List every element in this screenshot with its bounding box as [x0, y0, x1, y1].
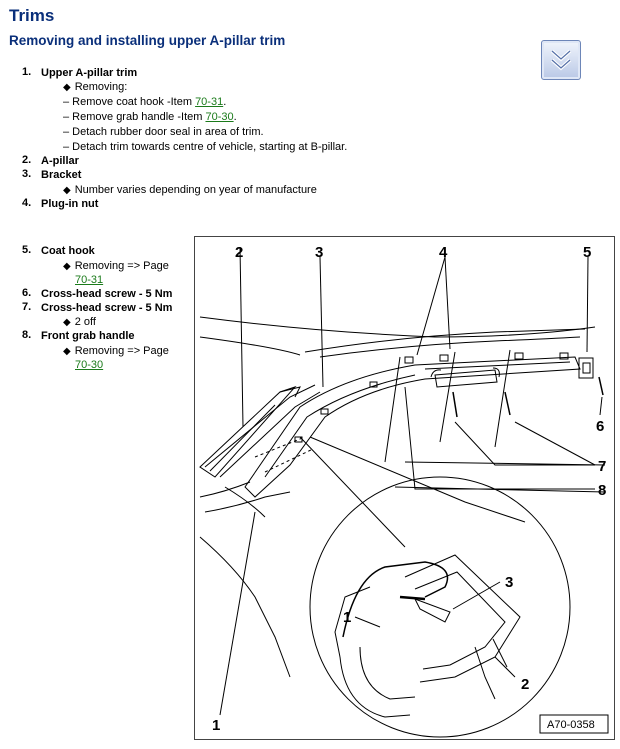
diamond-bullet-icon: ◆: [63, 185, 71, 196]
callout-6: 6: [596, 418, 605, 435]
item-label-front-grab-handle: Front grab handle: [41, 330, 135, 342]
item-label-bracket: Bracket: [41, 169, 82, 181]
item-label-plug-in-nut: Plug-in nut: [41, 198, 99, 210]
detail-callout-2: 2: [521, 676, 530, 693]
detail-callout-1: 1: [343, 609, 352, 626]
exploded-view-figure: [194, 236, 615, 740]
coat-hook-note: ◆ Removing => Page: [63, 260, 169, 272]
link-70-30[interactable]: 70-30: [205, 111, 234, 123]
screw-count-note: ◆ 2 off: [63, 316, 96, 328]
grab-handle-link-line: [75, 358, 103, 372]
detail-callout-3: 3: [505, 574, 514, 591]
figure-id: A70-0358: [547, 719, 595, 731]
step-detach-trim: – Detach trim towards centre of vehicle, starting at B-pillar.: [63, 141, 348, 153]
double-chevron-down-icon: [549, 48, 573, 72]
item-number: 2.: [22, 154, 32, 166]
diamond-bullet-icon: ◆: [63, 82, 71, 93]
link-70-30[interactable]: 70-30: [75, 359, 104, 371]
item-number: 5.: [22, 244, 32, 256]
diamond-bullet-icon: ◆: [63, 261, 71, 272]
item-number: 6.: [22, 287, 32, 299]
callout-5: 5: [583, 244, 592, 261]
a-pillar-trim-illustration: [195, 237, 614, 739]
callout-1: 1: [212, 717, 221, 734]
item-label-a-pillar: A-pillar: [41, 155, 79, 167]
diamond-bullet-icon: ◆: [63, 317, 71, 328]
bracket-note: ◆ Number varies depending on year of manufacture: [63, 184, 317, 196]
callout-8: 8: [598, 482, 607, 499]
callout-7: 7: [598, 458, 607, 475]
item-number: 7.: [22, 301, 32, 313]
step-remove-grab-handle: – Remove grab handle -Item 70-30.: [63, 111, 237, 123]
item-number: 8.: [22, 329, 32, 341]
removing-note: ◆ Removing:: [63, 81, 128, 93]
callout-3: 3: [315, 244, 324, 261]
item-number: 4.: [22, 197, 32, 209]
item-label-cross-head-screw: Cross-head screw - 5 Nm: [41, 288, 173, 300]
step-detach-rubber-seal: – Detach rubber door seal in area of trim.: [63, 126, 264, 138]
callout-4: 4: [439, 244, 448, 261]
item-number: 1.: [22, 66, 32, 78]
item-label-upper-a-pillar-trim: Upper A-pillar trim: [41, 67, 138, 79]
item-number: 3.: [22, 168, 32, 180]
item-label-coat-hook: Coat hook: [41, 245, 95, 257]
page-subtitle: Removing and installing upper A-pillar trim: [9, 33, 286, 48]
link-70-31[interactable]: 70-31: [195, 96, 224, 108]
callout-2: 2: [235, 244, 244, 261]
page-navigation-button[interactable]: [541, 40, 581, 80]
item-label-cross-head-screw-2: Cross-head screw - 5 Nm: [41, 302, 173, 314]
grab-handle-note: ◆ Removing => Page: [63, 345, 169, 357]
coat-hook-link-line: [75, 273, 103, 287]
page-title: Trims: [9, 6, 55, 25]
link-70-31[interactable]: 70-31: [75, 274, 104, 286]
step-remove-coat-hook: – Remove coat hook -Item 70-31.: [63, 96, 227, 108]
diamond-bullet-icon: ◆: [63, 346, 71, 357]
